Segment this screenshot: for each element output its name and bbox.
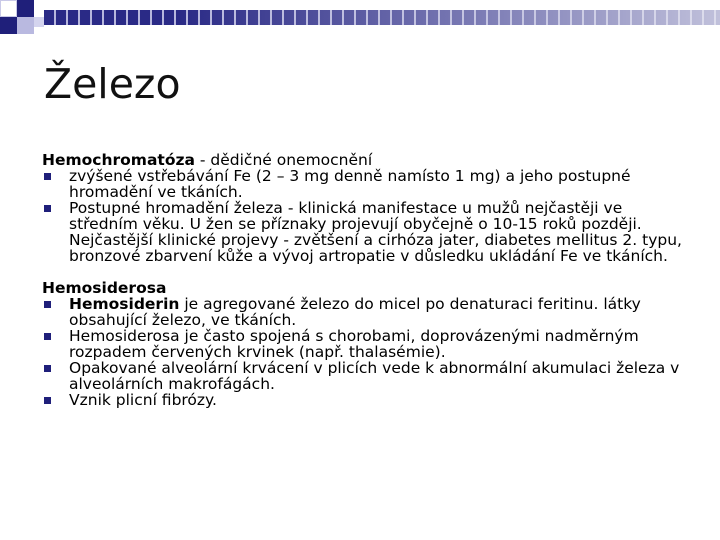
list-item-text: Opakované alveolární krvácení v plicích vede k abnormální akumulaci železa v alveolárních makrofágách. bbox=[69, 359, 680, 393]
decor-strip-fade bbox=[44, 10, 720, 25]
section-heading bbox=[42, 152, 682, 168]
bullet-list bbox=[42, 296, 682, 408]
decor-square bbox=[0, 17, 17, 34]
header-decoration bbox=[0, 0, 720, 50]
slide-content bbox=[42, 152, 682, 408]
decor-square bbox=[17, 17, 34, 34]
list-item-text: Postupné hromadění železa - klinická manifestace u mužů nejčastěji ve středním věku. U žen se příznaky projevují obyčejně o 10-15 roků později. Nejčastější klinické projevy - zvětšení a cirhóza jater, diabetes mellitus 2. typu, bronzové zbarvení kůže a vývoj artropatie v důsledku ukládání Fe ve tkáních. bbox=[69, 199, 682, 265]
slide-title: Železo bbox=[44, 60, 181, 108]
list-item-text: Hemosiderosa je často spojená s chorobami, doprovázenými nadměrným rozpadem červených krvinek (např. thalasémie). bbox=[69, 327, 639, 361]
section-heading-bold: Hemochromatóza bbox=[42, 151, 195, 169]
list-item-text: Vznik plicní fibrózy. bbox=[69, 391, 217, 409]
section-heading bbox=[42, 280, 682, 296]
decor-square bbox=[34, 17, 44, 27]
bullet-square-icon bbox=[44, 205, 51, 212]
list-item-text: zvýšené vstřebávání Fe (2 – 3 mg denně namísto 1 mg) a jeho postupné hromadění ve tkáních. bbox=[69, 167, 631, 201]
bullet-square-icon bbox=[44, 173, 51, 180]
bullet-square-icon bbox=[44, 301, 51, 308]
bullet-square-icon bbox=[44, 333, 51, 340]
list-item-bold: Hemosiderin bbox=[69, 295, 180, 313]
list-item bbox=[42, 168, 682, 200]
list-item bbox=[42, 328, 682, 360]
section-heading-bold: Hemosiderosa bbox=[42, 279, 167, 297]
decor-square bbox=[0, 0, 17, 17]
bullet-square-icon bbox=[44, 397, 51, 404]
list-item-text: je agregované železo do micel po denaturaci feritinu. látky obsahující železo, ve tkáních. bbox=[69, 295, 641, 329]
bullet-square-icon bbox=[44, 365, 51, 372]
section-heading-text: - dědičné onemocnění bbox=[194, 151, 373, 169]
list-item bbox=[42, 296, 682, 328]
decor-square bbox=[17, 0, 34, 17]
list-item bbox=[42, 360, 682, 392]
list-item bbox=[42, 200, 682, 264]
list-item bbox=[42, 392, 682, 408]
bullet-list bbox=[42, 168, 682, 264]
